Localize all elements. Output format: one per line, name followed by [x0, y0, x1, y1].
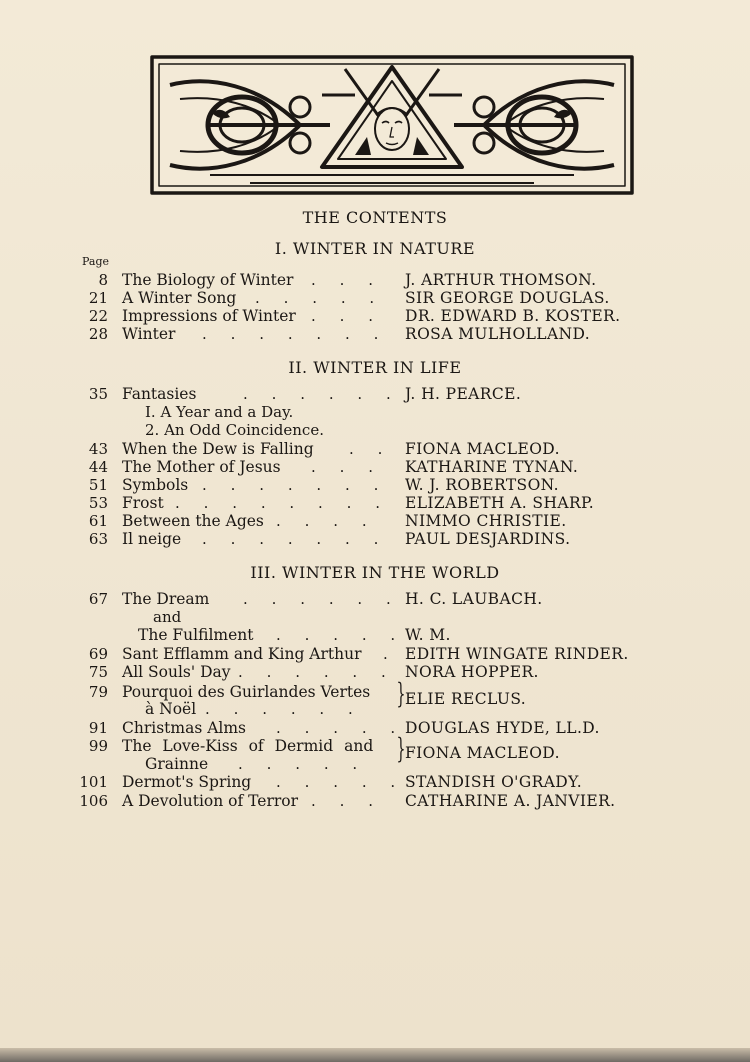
entry-author: STANDISH O'GRADY.: [405, 773, 583, 791]
dot-leader: . . .: [311, 792, 373, 810]
entry-title: The Dream: [122, 590, 210, 608]
entry-author: J. ARTHUR THOMSON.: [405, 271, 597, 289]
entry-title: A Winter Song: [122, 289, 237, 307]
entry-title: Winter: [122, 325, 176, 343]
entry-title-continued: à Noël: [145, 700, 197, 718]
entry-title: Fantasies: [122, 385, 197, 403]
entry-author: W. M.: [405, 626, 451, 644]
dot-leader: . . . . . . .: [202, 476, 379, 494]
entry-title-continued: Grainne: [145, 755, 209, 773]
entry-author: PAUL DESJARDINS.: [405, 530, 571, 548]
entry-subitem: 2. An Odd Coincidence.: [145, 421, 324, 439]
page-column-label: Page: [82, 255, 110, 268]
dot-leader: . . . . .: [276, 626, 396, 644]
entry-author: NIMMO CHRISTIE.: [405, 512, 567, 530]
section-title: II. WINTER IN LIFE: [288, 358, 462, 377]
entry-author: EDITH WINGATE RINDER.: [405, 645, 629, 663]
entry-title: Sant Efflamm and King Arthur: [122, 645, 362, 663]
entry-page: 63: [88, 530, 108, 548]
entry-author: ELIE RECLUS.: [405, 690, 527, 708]
entry-title: Frost: [122, 494, 164, 512]
dot-leader: . . . . . .: [243, 590, 391, 608]
entry-title: The Fulfilment: [138, 626, 254, 644]
entry-subitem: I. A Year and a Day.: [145, 403, 294, 421]
entry-author: FIONA MACLEOD.: [405, 440, 560, 458]
entry-page: 35: [88, 385, 108, 403]
dot-leader: . . . . . .: [243, 385, 391, 403]
entry-page: 43: [88, 440, 108, 458]
entry-title: Pourquoi des Guirlandes Vertes: [122, 683, 371, 701]
entry-page: 79: [88, 683, 108, 701]
dot-leader: . . . . .: [276, 719, 396, 737]
dot-leader: . . .: [311, 271, 373, 289]
entry-title: Christmas Alms: [122, 719, 247, 737]
entry-title: Impressions of Winter: [122, 307, 296, 325]
entry-page: 53: [88, 494, 108, 512]
dot-leader: . . . . . . .: [202, 530, 379, 548]
dot-leader: . . . . .: [276, 773, 396, 791]
entry-page: 28: [88, 325, 108, 343]
celtic-knot-ornament: [150, 55, 634, 195]
entry-page: 22: [88, 307, 108, 325]
brace: }: [396, 677, 406, 710]
entry-page: 51: [88, 476, 108, 494]
entry-author: DR. EDWARD B. KOSTER.: [405, 307, 621, 325]
entry-page: 69: [88, 645, 108, 663]
entry-author: CATHARINE A. JANVIER.: [405, 792, 616, 810]
page-bottom-edge: [0, 1048, 750, 1062]
entry-title: Il neige: [122, 530, 182, 548]
entry-page: 101: [79, 773, 108, 791]
dot-leader: . . .: [311, 307, 373, 325]
dot-leader: . . . . .: [238, 755, 358, 773]
entry-author: DOUGLAS HYDE, LL.D.: [405, 719, 600, 737]
entry-page: 21: [88, 289, 108, 307]
entry-title: Symbols: [122, 476, 189, 494]
entry-author: W. J. ROBERTSON.: [405, 476, 559, 494]
dot-leader: . . . . . . . .: [175, 494, 381, 512]
entry-author: SIR GEORGE DOUGLAS.: [405, 289, 610, 307]
entry-author: FIONA MACLEOD.: [405, 744, 560, 762]
section-title: I. WINTER IN NATURE: [274, 239, 476, 258]
dot-leader: . . .: [311, 458, 373, 476]
entry-title: A Devolution of Terror: [122, 792, 299, 810]
entry-title: All Souls' Day: [122, 663, 231, 681]
dot-leader: .: [383, 645, 388, 663]
dot-leader: . . . . . .: [205, 700, 353, 718]
entry-page: 99: [88, 737, 108, 755]
dot-leader: . . . . . . .: [202, 325, 379, 343]
contents-heading: THE CONTENTS: [302, 208, 448, 227]
entry-author: KATHARINE TYNAN.: [405, 458, 579, 476]
entry-page: 91: [88, 719, 108, 737]
entry-page: 67: [88, 590, 108, 608]
dot-leader: . .: [349, 440, 383, 458]
entry-continuation: and: [153, 608, 182, 626]
entry-title: The Love-Kiss of Dermid and: [122, 737, 374, 755]
entry-author: J. H. PEARCE.: [405, 385, 522, 403]
brace: }: [396, 732, 406, 765]
entry-title: Dermot's Spring: [122, 773, 252, 791]
entry-title: The Mother of Jesus: [122, 458, 281, 476]
entry-title: Between the Ages: [122, 512, 264, 530]
section-title: III. WINTER IN THE WORLD: [250, 563, 500, 582]
entry-author: ELIZABETH A. SHARP.: [405, 494, 595, 512]
dot-leader: . . . . .: [255, 289, 375, 307]
entry-author: ROSA MULHOLLAND.: [405, 325, 591, 343]
entry-author: H. C. LAUBACH.: [405, 590, 543, 608]
entry-page: 44: [88, 458, 108, 476]
entry-page: 75: [88, 663, 108, 681]
entry-author: NORA HOPPER.: [405, 663, 539, 681]
entry-page: 61: [88, 512, 108, 530]
dot-leader: . . . . . .: [238, 663, 386, 681]
dot-leader: . . . .: [276, 512, 367, 530]
entry-title: The Biology of Winter: [122, 271, 294, 289]
entry-page: 106: [79, 792, 108, 810]
entry-page: 8: [98, 271, 108, 289]
entry-title: When the Dew is Falling: [122, 440, 314, 458]
